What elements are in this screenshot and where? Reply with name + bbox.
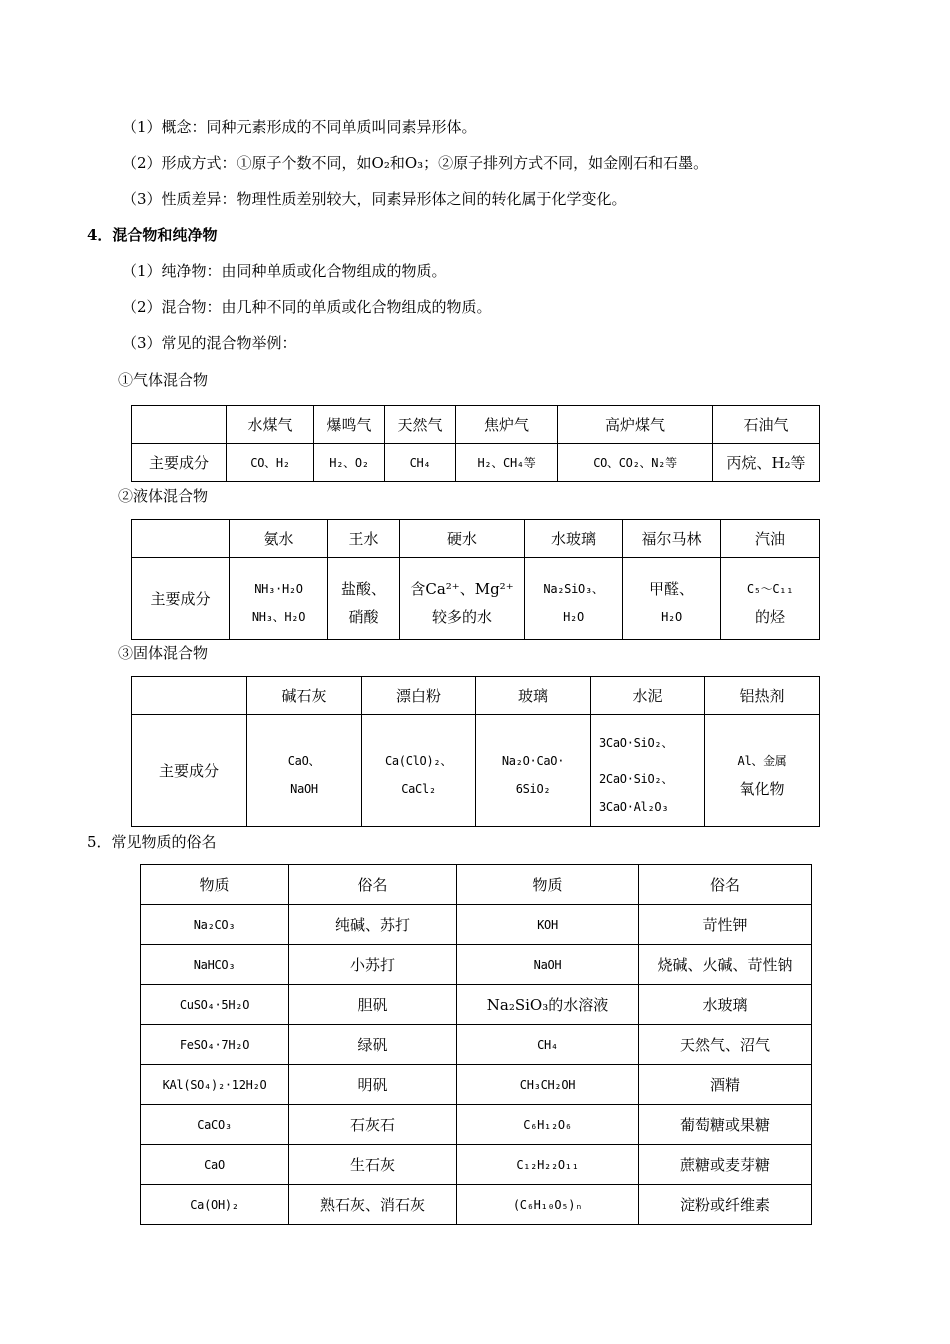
liquid-header: 氨水 bbox=[230, 520, 328, 558]
liquid-header: 王水 bbox=[328, 520, 400, 558]
solid-component bbox=[476, 715, 591, 827]
component-line: Al、金属 bbox=[737, 753, 787, 768]
component-line: CaCl₂ bbox=[401, 781, 436, 796]
substance-cell: C₆H₁₂O₆ bbox=[457, 1105, 639, 1145]
gas-mixture-title: ①气体混合物 bbox=[118, 371, 209, 389]
common-name-cell: 水玻璃 bbox=[639, 985, 812, 1025]
component-line: NH₃·H₂O bbox=[254, 581, 303, 596]
pure-substance-definition: （1）纯净物：由同种单质或化合物组成的物质。 bbox=[122, 262, 447, 280]
component-line: 硝酸 bbox=[348, 607, 379, 626]
component-line: 6SiO₂ bbox=[515, 781, 551, 796]
gas-header: 焦炉气 bbox=[456, 406, 558, 444]
table-row bbox=[141, 945, 812, 985]
common-names-table bbox=[140, 864, 812, 1225]
component-line: Na₂O·CaO· bbox=[501, 753, 565, 768]
empty-corner-cell bbox=[132, 406, 227, 444]
liquid-mixture-title: ②液体混合物 bbox=[118, 487, 209, 505]
component-line: CaO、 bbox=[287, 753, 321, 768]
gas-component: H₂、CH₄等 bbox=[456, 444, 558, 482]
common-name-cell: 苛性钾 bbox=[639, 905, 812, 945]
gas-mixture-table bbox=[131, 405, 820, 482]
gas-header: 水煤气 bbox=[227, 406, 314, 444]
gas-header: 天然气 bbox=[385, 406, 456, 444]
common-name-cell: 蔗糖或麦芽糖 bbox=[639, 1145, 812, 1185]
solid-header: 碱石灰 bbox=[247, 677, 362, 715]
names-header: 俗名 bbox=[639, 865, 812, 905]
substance-cell: CH₃CH₂OH bbox=[457, 1065, 639, 1105]
table-row bbox=[141, 1105, 812, 1145]
empty-corner-cell bbox=[132, 677, 247, 715]
common-name-cell: 纯碱、苏打 bbox=[289, 905, 457, 945]
substance-cell: Ca(OH)₂ bbox=[141, 1185, 289, 1225]
section-4-heading: 4．混合物和纯净物 bbox=[87, 226, 218, 244]
solid-header: 铝热剂 bbox=[705, 677, 820, 715]
substance-cell: KOH bbox=[457, 905, 639, 945]
common-name-cell: 小苏打 bbox=[289, 945, 457, 985]
component-line: NH₃、H₂O bbox=[251, 609, 306, 624]
solid-mixture-table bbox=[131, 676, 820, 827]
mixture-examples-label: （3）常见的混合物举例： bbox=[122, 334, 297, 352]
row-header-main-components: 主要成分 bbox=[132, 444, 227, 482]
gas-component: H₂、O₂ bbox=[314, 444, 385, 482]
liquid-header: 水玻璃 bbox=[525, 520, 623, 558]
liquid-mixture-table bbox=[131, 519, 820, 640]
component-line: NaOH bbox=[290, 781, 318, 796]
row-header-main-components: 主要成分 bbox=[132, 715, 247, 827]
substance-cell: CaO bbox=[141, 1145, 289, 1185]
common-name-cell: 葡萄糖或果糖 bbox=[639, 1105, 812, 1145]
solid-component bbox=[591, 715, 705, 827]
table-row bbox=[141, 1065, 812, 1105]
table-row bbox=[141, 985, 812, 1025]
common-name-cell: 熟石灰、消石灰 bbox=[289, 1185, 457, 1225]
substance-cell: CuSO₄·5H₂O bbox=[141, 985, 289, 1025]
substance-cell: CaCO₃ bbox=[141, 1105, 289, 1145]
common-name-cell: 淀粉或纤维素 bbox=[639, 1185, 812, 1225]
gas-header: 石油气 bbox=[713, 406, 820, 444]
component-line: 甲醛、 bbox=[648, 579, 694, 598]
substance-cell: CH₄ bbox=[457, 1025, 639, 1065]
liquid-component bbox=[525, 558, 623, 640]
solid-header: 玻璃 bbox=[476, 677, 591, 715]
common-name-cell: 石灰石 bbox=[289, 1105, 457, 1145]
names-header: 物质 bbox=[457, 865, 639, 905]
liquid-header: 汽油 bbox=[721, 520, 820, 558]
component-line: C₅～C₁₁ bbox=[746, 581, 794, 596]
gas-component: 丙烷、H₂等 bbox=[713, 444, 820, 482]
substance-cell: NaOH bbox=[457, 945, 639, 985]
empty-corner-cell bbox=[132, 520, 230, 558]
gas-component: CO、CO₂、N₂等 bbox=[558, 444, 713, 482]
allotrope-difference: （3）性质差异：物理性质差别较大，同素异形体之间的转化属于化学变化。 bbox=[122, 190, 627, 208]
component-line: 含Ca²⁺、Mg²⁺ bbox=[410, 579, 514, 598]
component-line: H₂O bbox=[661, 609, 682, 624]
gas-header: 高炉煤气 bbox=[558, 406, 713, 444]
common-name-cell: 烧碱、火碱、苛性钠 bbox=[639, 945, 812, 985]
section-5-heading: 5．常见物质的俗名 bbox=[87, 833, 217, 851]
component-line: Ca(ClO)₂、 bbox=[384, 753, 453, 768]
substance-cell: NaHCO₃ bbox=[141, 945, 289, 985]
liquid-component bbox=[328, 558, 400, 640]
gas-component: CH₄ bbox=[385, 444, 456, 482]
names-header: 俗名 bbox=[289, 865, 457, 905]
component-line: 3CaO·Al₂O₃ bbox=[599, 799, 669, 814]
common-name-cell: 明矾 bbox=[289, 1065, 457, 1105]
liquid-header: 福尔马林 bbox=[623, 520, 721, 558]
solid-component bbox=[705, 715, 820, 827]
component-line: H₂O bbox=[563, 609, 584, 624]
common-name-cell: 生石灰 bbox=[289, 1145, 457, 1185]
component-line: 2CaO·SiO₂、 bbox=[599, 771, 674, 786]
names-header: 物质 bbox=[141, 865, 289, 905]
substance-cell: (C₆H₁₀O₅)ₙ bbox=[457, 1185, 639, 1225]
allotrope-concept: （1）概念：同种元素形成的不同单质叫同素异形体。 bbox=[122, 118, 477, 136]
table-row bbox=[141, 1025, 812, 1065]
liquid-component bbox=[721, 558, 820, 640]
table-row bbox=[141, 1185, 812, 1225]
liquid-header: 硬水 bbox=[400, 520, 525, 558]
gas-component: CO、H₂ bbox=[227, 444, 314, 482]
table-row bbox=[141, 905, 812, 945]
component-line: 较多的水 bbox=[431, 607, 492, 626]
component-line: 盐酸、 bbox=[340, 579, 386, 598]
gas-header: 爆鸣气 bbox=[314, 406, 385, 444]
substance-cell: KAl(SO₄)₂·12H₂O bbox=[141, 1065, 289, 1105]
solid-mixture-title: ③固体混合物 bbox=[118, 644, 209, 662]
row-header-main-components: 主要成分 bbox=[132, 558, 230, 640]
solid-component bbox=[362, 715, 476, 827]
component-line: Na₂SiO₃、 bbox=[543, 581, 604, 596]
solid-component bbox=[247, 715, 362, 827]
common-name-cell: 天然气、沼气 bbox=[639, 1025, 812, 1065]
liquid-component bbox=[400, 558, 525, 640]
substance-cell: FeSO₄·7H₂O bbox=[141, 1025, 289, 1065]
substance-cell: Na₂SiO₃的水溶液 bbox=[457, 985, 639, 1025]
solid-header: 水泥 bbox=[591, 677, 705, 715]
component-line: 氧化物 bbox=[739, 779, 785, 798]
common-name-cell: 胆矾 bbox=[289, 985, 457, 1025]
component-line: 的烃 bbox=[754, 607, 785, 626]
component-line: 3CaO·SiO₂、 bbox=[599, 735, 674, 750]
table-row bbox=[141, 1145, 812, 1185]
liquid-component bbox=[230, 558, 328, 640]
solid-header: 漂白粉 bbox=[362, 677, 476, 715]
liquid-component bbox=[623, 558, 721, 640]
substance-cell: C₁₂H₂₂O₁₁ bbox=[457, 1145, 639, 1185]
common-name-cell: 绿矾 bbox=[289, 1025, 457, 1065]
common-name-cell: 酒精 bbox=[639, 1065, 812, 1105]
substance-cell: Na₂CO₃ bbox=[141, 905, 289, 945]
mixture-definition: （2）混合物：由几种不同的单质或化合物组成的物质。 bbox=[122, 298, 492, 316]
allotrope-formation: （2）形成方式：①原子个数不同，如O₂和O₃；②原子排列方式不同，如金刚石和石墨。 bbox=[122, 154, 709, 172]
